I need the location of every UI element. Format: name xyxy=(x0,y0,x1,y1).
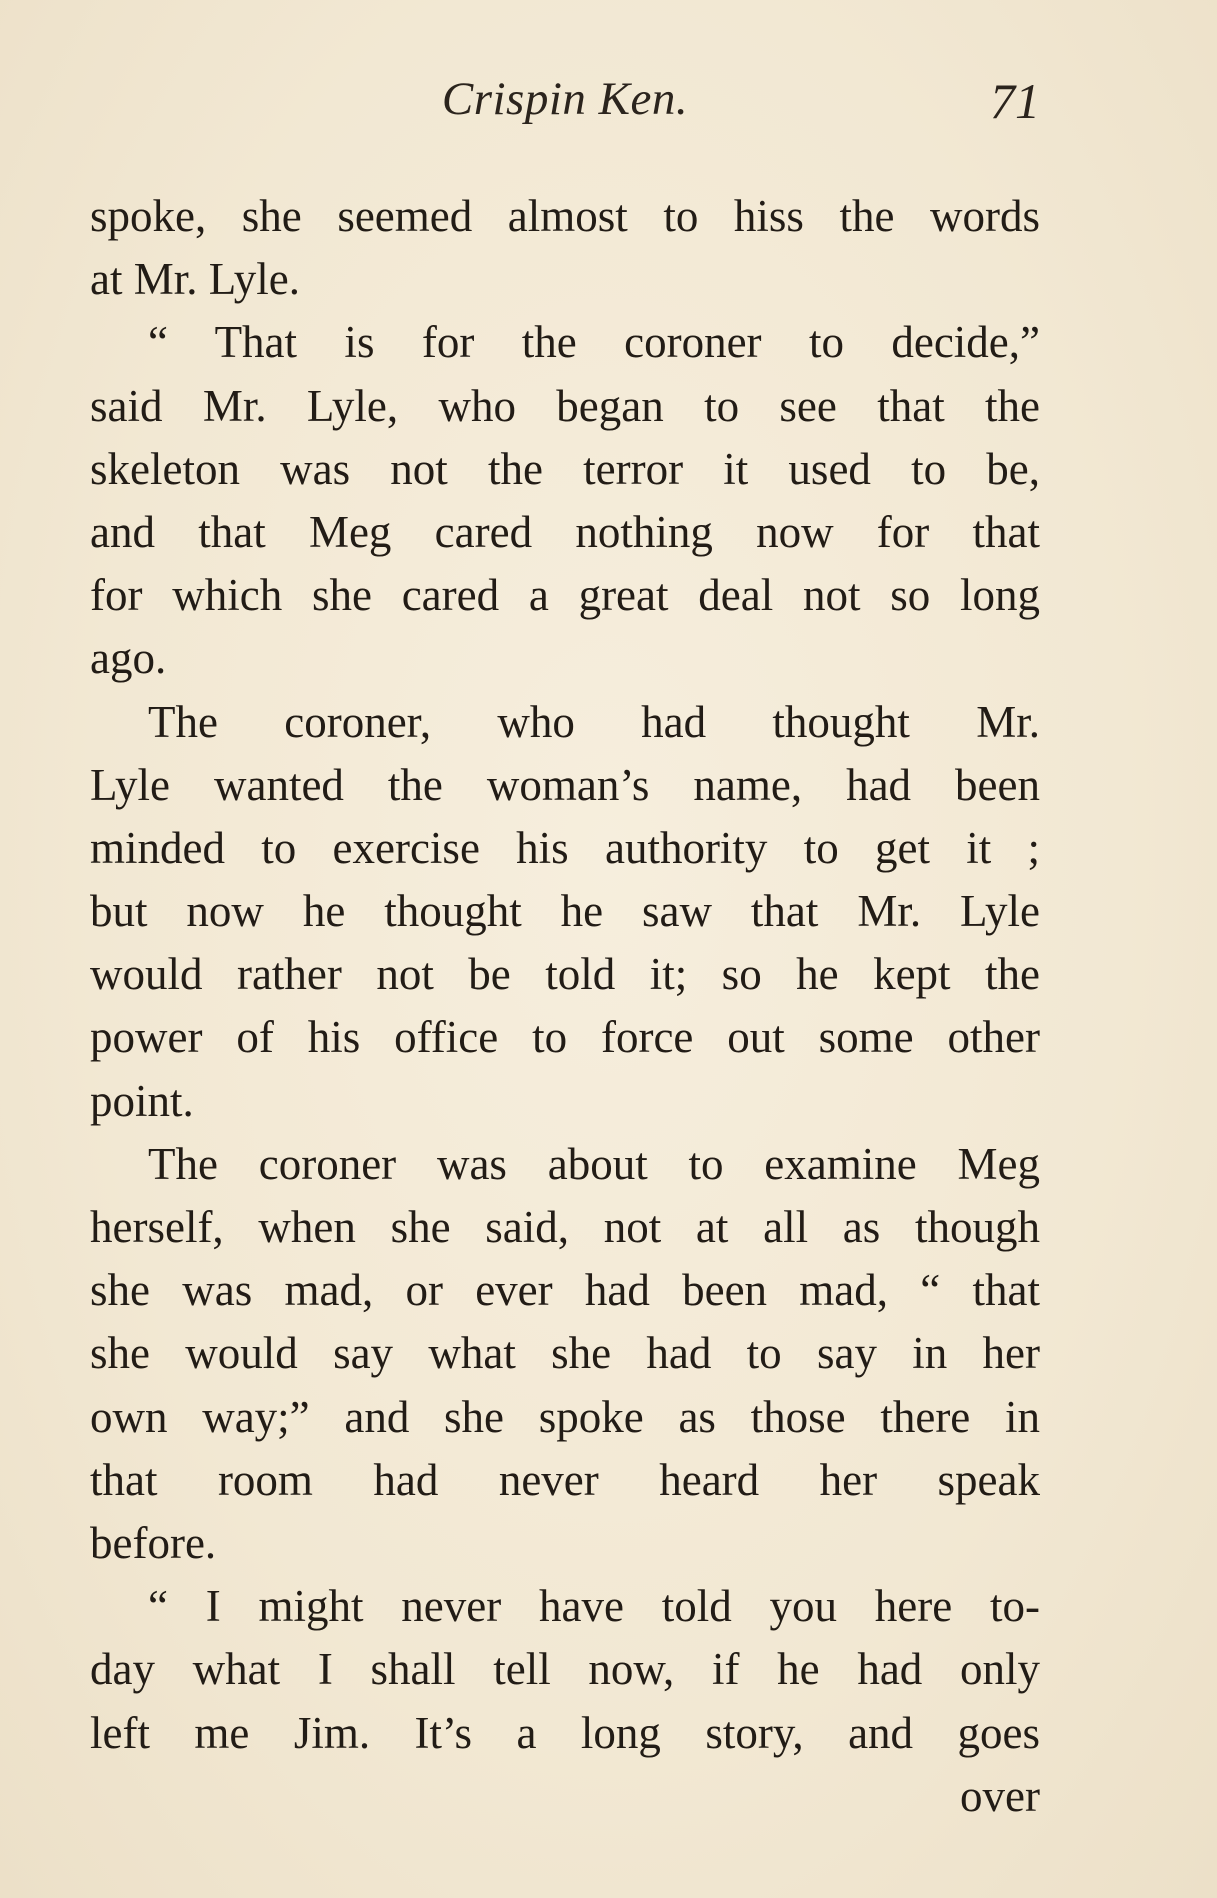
text-line: Lyle wanted the woman’s name, had been xyxy=(90,759,1040,810)
text-line: day what I shall tell now, if he had only xyxy=(90,1644,1040,1695)
page-number: 71 xyxy=(990,73,1040,129)
text-line: at Mr. Lyle. xyxy=(90,254,300,305)
text-line: The coroner was about to examine Meg xyxy=(148,1138,1040,1189)
text-line: said Mr. Lyle, who began to see that the xyxy=(90,380,1040,431)
text-line: for which she cared a great deal not so long xyxy=(90,570,1040,621)
text-line: she would say what she had to say in her xyxy=(90,1328,1040,1379)
text-line: “ I might never have told you here to- xyxy=(148,1581,1040,1632)
text-line: minded to exercise his authority to get it ; xyxy=(90,822,1040,873)
text-line: left me Jim. It’s a long story, and goes xyxy=(90,1707,1040,1758)
text-line: would rather not be told it; so he kept the xyxy=(90,949,1040,1000)
text-line: power of his office to force out some other xyxy=(90,1012,1040,1063)
running-title: Crispin Ken. xyxy=(441,73,689,125)
text-line: and that Meg cared nothing now for that xyxy=(90,506,1040,557)
text-line: own way;” and she spoke as those there in xyxy=(90,1391,1040,1442)
text-line: spoke, she seemed almost to hiss the words xyxy=(90,191,1040,241)
text-line: before. xyxy=(90,1517,217,1568)
text-line: “ That is for the coroner to decide,” xyxy=(148,317,1040,368)
text-line: she was mad, or ever had been mad, “ that xyxy=(90,1265,1040,1316)
body-text xyxy=(90,185,1040,1828)
text-line: point. xyxy=(90,1075,194,1126)
text-line: ago. xyxy=(90,633,167,684)
text-line: that room had never heard her speak xyxy=(90,1454,1040,1505)
text-line: but now he thought he saw that Mr. Lyle xyxy=(90,886,1040,937)
page-header xyxy=(90,72,1040,142)
text-line: herself, when she said, not at all as though xyxy=(90,1202,1040,1252)
text-line: The coroner, who had thought Mr. xyxy=(148,696,1040,747)
text-line: skeleton was not the terror it used to be, xyxy=(90,443,1040,494)
catchword: over xyxy=(960,1770,1040,1821)
